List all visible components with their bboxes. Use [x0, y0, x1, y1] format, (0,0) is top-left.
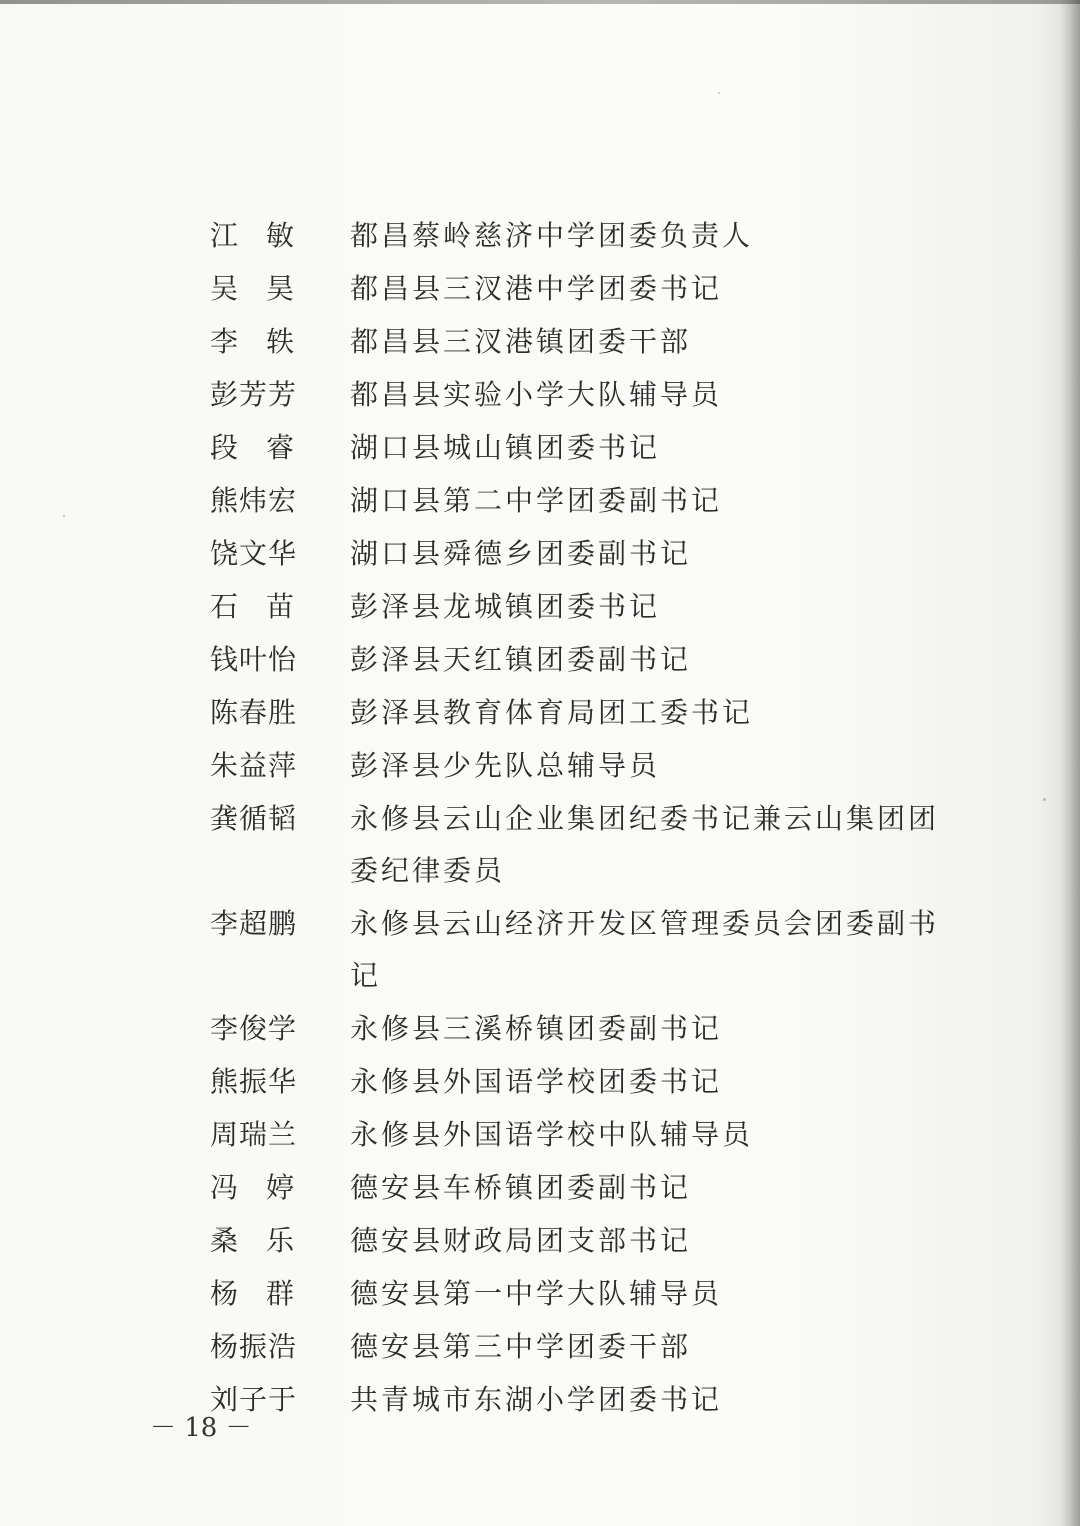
list-item: [210, 1215, 970, 1267]
person-name: 李超鹏: [210, 907, 298, 940]
list-item: [210, 1268, 970, 1320]
person-name: 周瑞兰: [210, 1118, 298, 1151]
list-item: [210, 263, 970, 315]
person-affiliation: 德安县第一中学大队辅导员: [350, 1277, 723, 1310]
person-affiliation: 湖口县城山镇团委书记: [350, 431, 661, 464]
list-item: [210, 793, 970, 897]
list-item: [210, 1003, 970, 1055]
list-item: [210, 528, 970, 580]
person-name: 刘子于: [210, 1383, 298, 1416]
scan-speck: [718, 92, 720, 94]
list-item: [210, 422, 970, 474]
person-name: 饶文华: [210, 537, 298, 570]
person-affiliation: 都昌蔡岭慈济中学团委负责人: [350, 219, 754, 252]
list-item: [210, 1056, 970, 1108]
right-page-shadow: [1060, 0, 1080, 1526]
person-name: 李 轶: [210, 325, 295, 358]
list-item: [210, 1162, 970, 1214]
honoree-list: [210, 210, 970, 1427]
person-affiliation: 彭泽县教育体育局团工委书记: [350, 696, 754, 729]
person-affiliation: 永修县三溪桥镇团委副书记: [350, 1012, 723, 1045]
person-name: 彭芳芳: [210, 378, 298, 411]
person-name: 江 敏: [210, 219, 295, 252]
person-name: 龚循韬: [210, 802, 298, 835]
list-item: [210, 369, 970, 421]
list-item: [210, 634, 970, 686]
list-item: [210, 898, 970, 1002]
person-affiliation: 德安县财政局团支部书记: [350, 1224, 692, 1257]
person-affiliation: 都昌县三汊港镇团委干部: [350, 325, 692, 358]
person-affiliation: 德安县第三中学团委干部: [350, 1330, 692, 1363]
person-name: 桑 乐: [210, 1224, 295, 1257]
person-name: 杨振浩: [210, 1330, 298, 1363]
person-name: 熊炜宏: [210, 484, 298, 517]
list-item: [210, 1109, 970, 1161]
person-name: 杨 群: [210, 1277, 295, 1310]
list-item: [210, 316, 970, 368]
person-name: 陈春胜: [210, 696, 298, 729]
scan-speck: [1043, 798, 1046, 801]
person-affiliation: 德安县车桥镇团委副书记: [350, 1171, 692, 1204]
page-number: － 18 －: [150, 1413, 252, 1443]
person-affiliation: 永修县外国语学校中队辅导员: [350, 1118, 754, 1151]
person-affiliation: 湖口县第二中学团委副书记: [350, 484, 723, 517]
person-affiliation: 永修县云山经济开发区管理委员会团委副书记: [350, 907, 940, 992]
person-name: 石 苗: [210, 590, 295, 623]
list-item: [210, 475, 970, 527]
person-name: 熊振华: [210, 1065, 298, 1098]
person-affiliation: 永修县云山企业集团纪委书记兼云山集团团委纪律委员: [350, 802, 940, 887]
person-affiliation: 共青城市东湖小学团委书记: [350, 1383, 723, 1416]
top-scan-edge: [0, 0, 1080, 4]
person-affiliation: 都昌县三汊港中学团委书记: [350, 272, 723, 305]
person-name: 朱益萍: [210, 749, 298, 782]
person-affiliation: 彭泽县天红镇团委副书记: [350, 643, 692, 676]
person-name: 冯 婷: [210, 1171, 295, 1204]
scan-speck: [63, 515, 65, 517]
person-affiliation: 彭泽县少先队总辅导员: [350, 749, 661, 782]
person-name: 李俊学: [210, 1012, 298, 1045]
person-name: 钱叶怡: [210, 643, 298, 676]
person-affiliation: 永修县外国语学校团委书记: [350, 1065, 723, 1098]
person-affiliation: 彭泽县龙城镇团委书记: [350, 590, 661, 623]
list-item: [210, 740, 970, 792]
list-item: [210, 687, 970, 739]
list-item: [210, 581, 970, 633]
list-item: [210, 210, 970, 262]
person-name: 段 睿: [210, 431, 295, 464]
list-item: [210, 1374, 970, 1426]
person-affiliation: 都昌县实验小学大队辅导员: [350, 378, 723, 411]
person-affiliation: 湖口县舜德乡团委副书记: [350, 537, 692, 570]
person-name: 吴 昊: [210, 272, 295, 305]
list-item: [210, 1321, 970, 1373]
